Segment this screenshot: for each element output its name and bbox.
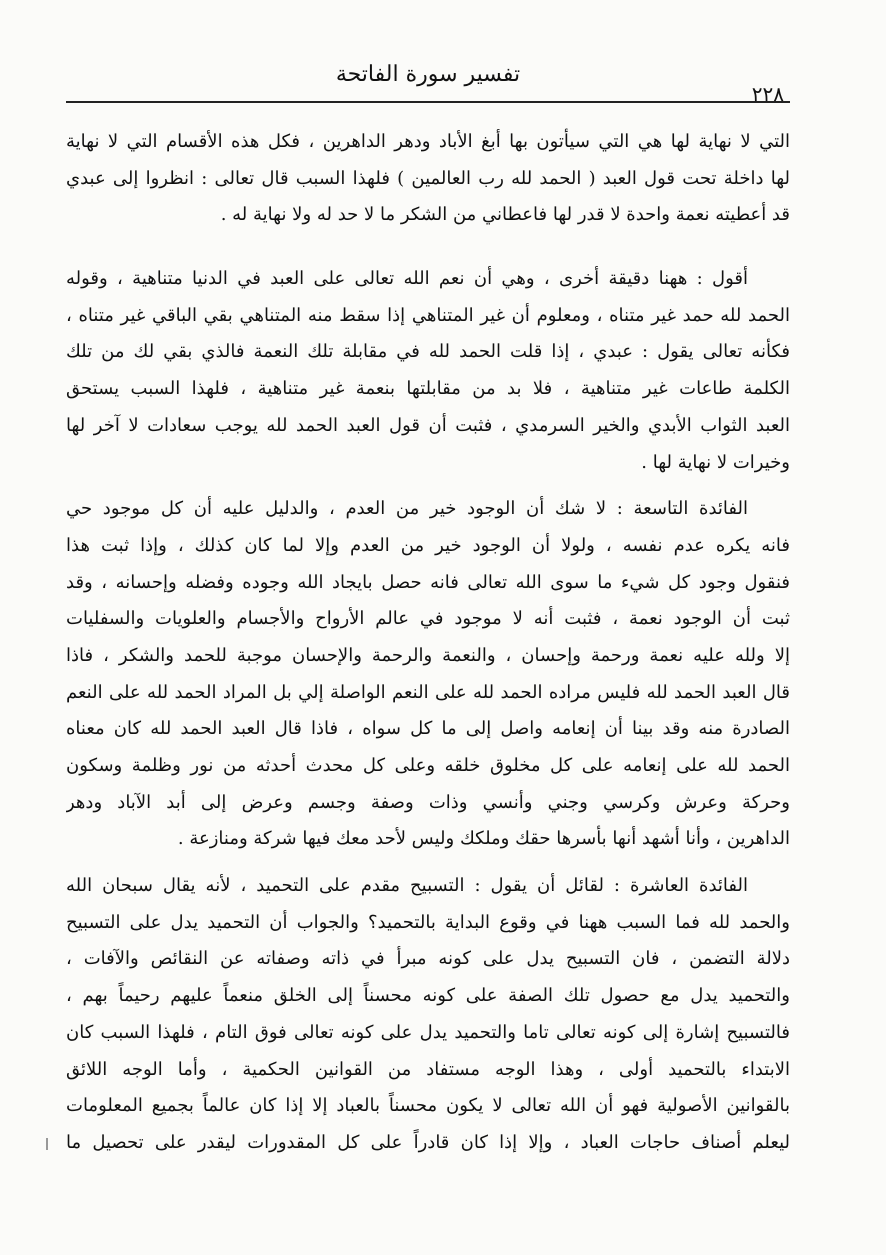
text-line: الداهرين ، وأنا أشهد أنها بأسرها حقك وملكك وليس لأحد معك فيها شركة ومنازعة . <box>177 828 790 850</box>
text-line: الفائدة التاسعة : لا شك أن الوجود خير من العدم ، والدليل عليه أن كل موجود حي <box>66 498 748 520</box>
text-line: إلا ولله عليه نعمة ورحمة وإحسان ، والنعمة والرحمة والإحسان موجبة للحمد والشكر ، فاذا <box>66 644 790 666</box>
text-line: لها داخلة تحت قول العبد ( الحمد لله رب العالمين ) فلهذا السبب قال تعالى : انظروا إلى عبدي <box>66 167 790 189</box>
running-title: تفسير سورة الفاتحة <box>335 62 521 87</box>
text-line: والتحميد يدل مع حصول تلك الصفة على كونه محسناً إلى الخلق منعماً عليهم رحيماً بهم ، <box>66 985 790 1007</box>
text-line: الحمد لله حمد غير متناه ، ومعلوم أن غير المتناهي إذا سقط منه المتناهي بقي الباقي غير متناه ، <box>66 304 790 326</box>
text-line: قال العبد الحمد لله فليس مراده الحمد لله على النعم الواصلة إلي بل المراد الحمد لله على النعم <box>66 681 790 703</box>
text-line: وحركة وعرش وكرسي وجني وأنسي وذات وصفة وجسم وعرض إلى أبد الآباد ودهر <box>66 791 790 813</box>
paragraph <box>66 868 790 1162</box>
text-line: فالتسبيح إشارة إلى كونه تعالى تاما والتحميد يدل على كونه تعالى فوق التام ، فلهذا السبب كان <box>66 1021 790 1043</box>
text-line: فنقول وجود كل شيء ما سوى الله تعالى فانه حصل بايجاد الله وجوده وفضله وإحسانه ، وقد <box>66 571 790 593</box>
paragraph-gap <box>66 858 790 868</box>
text-line: الكلمة طاعات غير متناهية ، فلا بد من مقابلتها بنعمة غير متناهية ، فلهذا السبب يستحق <box>66 378 790 400</box>
paragraph-gap <box>66 234 790 261</box>
text-line: وخيرات لا نهاية لها . <box>641 451 790 473</box>
text-line: الفائدة العاشرة : لقائل أن يقول : التسبيح مقدم على التحميد ، لأنه يقال سبحان الله <box>66 875 748 897</box>
page-body <box>66 124 790 1162</box>
paragraph <box>66 491 790 858</box>
text-line: والحمد لله فما السبب ههنا في وقوع البداية بالتحميد؟ والجواب أن التحميد يدل على التسبيح <box>66 911 790 933</box>
text-line: فكأنه تعالى يقول : عبدي ، إذا قلت الحمد لله في مقابلة تلك النعمة فالذي بقي لك من تلك <box>66 341 790 363</box>
text-line: الابتداء بالتحميد أولى ، وهذا الوجه مستفاد من القوانين الحكمية ، وأما الوجه اللائق <box>66 1058 790 1080</box>
text-line: الحمد لله على إنعامه على كل مخلوق خلقه وعلى كل محدث أحدثه من نور وظلمة وسكون <box>66 755 790 776</box>
page-header <box>66 58 790 106</box>
text-line: أقول : ههنا دقيقة أخرى ، وهي أن نعم الله تعالى على العبد في الدنيا متناهية ، وقوله <box>66 268 748 290</box>
page-number: ٢٢٨ <box>751 82 784 106</box>
text-line: العبد الثواب الأبدي والخير السرمدي ، فثبت أن قول العبد الحمد لله يوجب سعادات لا آخر لها <box>66 414 790 436</box>
header-rule <box>66 101 790 103</box>
text-line: دلالة التضمن ، فان التسبيح يدل على كونه مبرأ في ذاته وصفاته عن النقائص والآفات ، <box>66 948 790 970</box>
margin-mark <box>46 1138 48 1150</box>
paragraph <box>66 124 790 234</box>
text-line: فانه يكره عدم نفسه ، ولولا أن الوجود خير من العدم وإلا لما كان كذلك ، وإذا ثبت هذا <box>66 534 790 556</box>
text-line: التي لا نهاية لها هي التي سيأتون بها أبغ الأباد ودهر الداهرين ، فكل هذه الأقسام التي لا نهاية <box>66 131 790 152</box>
text-line: بالقوانين الأصولية فهو أن الله تعالى لا يكون محسناً بالعباد إلا إذا كان عالماً بجميع المعلومات <box>66 1095 790 1117</box>
text-line: ليعلم أصناف حاجات العباد ، وإلا إذا كان قادراً على كل المقدورات ليقدر على تحصيل ما <box>66 1131 790 1153</box>
text-line: الصادرة منه وقد بينا أن إنعامه واصل إلى ما كل سواه ، فاذا قال العبد الحمد لله كان معناه <box>66 718 790 740</box>
paragraph <box>66 261 790 481</box>
text-line: ثبت أن الوجود نعمة ، فثبت أنه لا موجود في عالم الأرواح والأجسام والعلويات والسفليات <box>66 608 790 630</box>
paragraph-gap <box>66 481 790 491</box>
text-line: قد أعطيته نعمة واحدة لا قدر لها فاعطاني من الشكر ما لا حد له ولا نهاية له . <box>220 204 790 226</box>
